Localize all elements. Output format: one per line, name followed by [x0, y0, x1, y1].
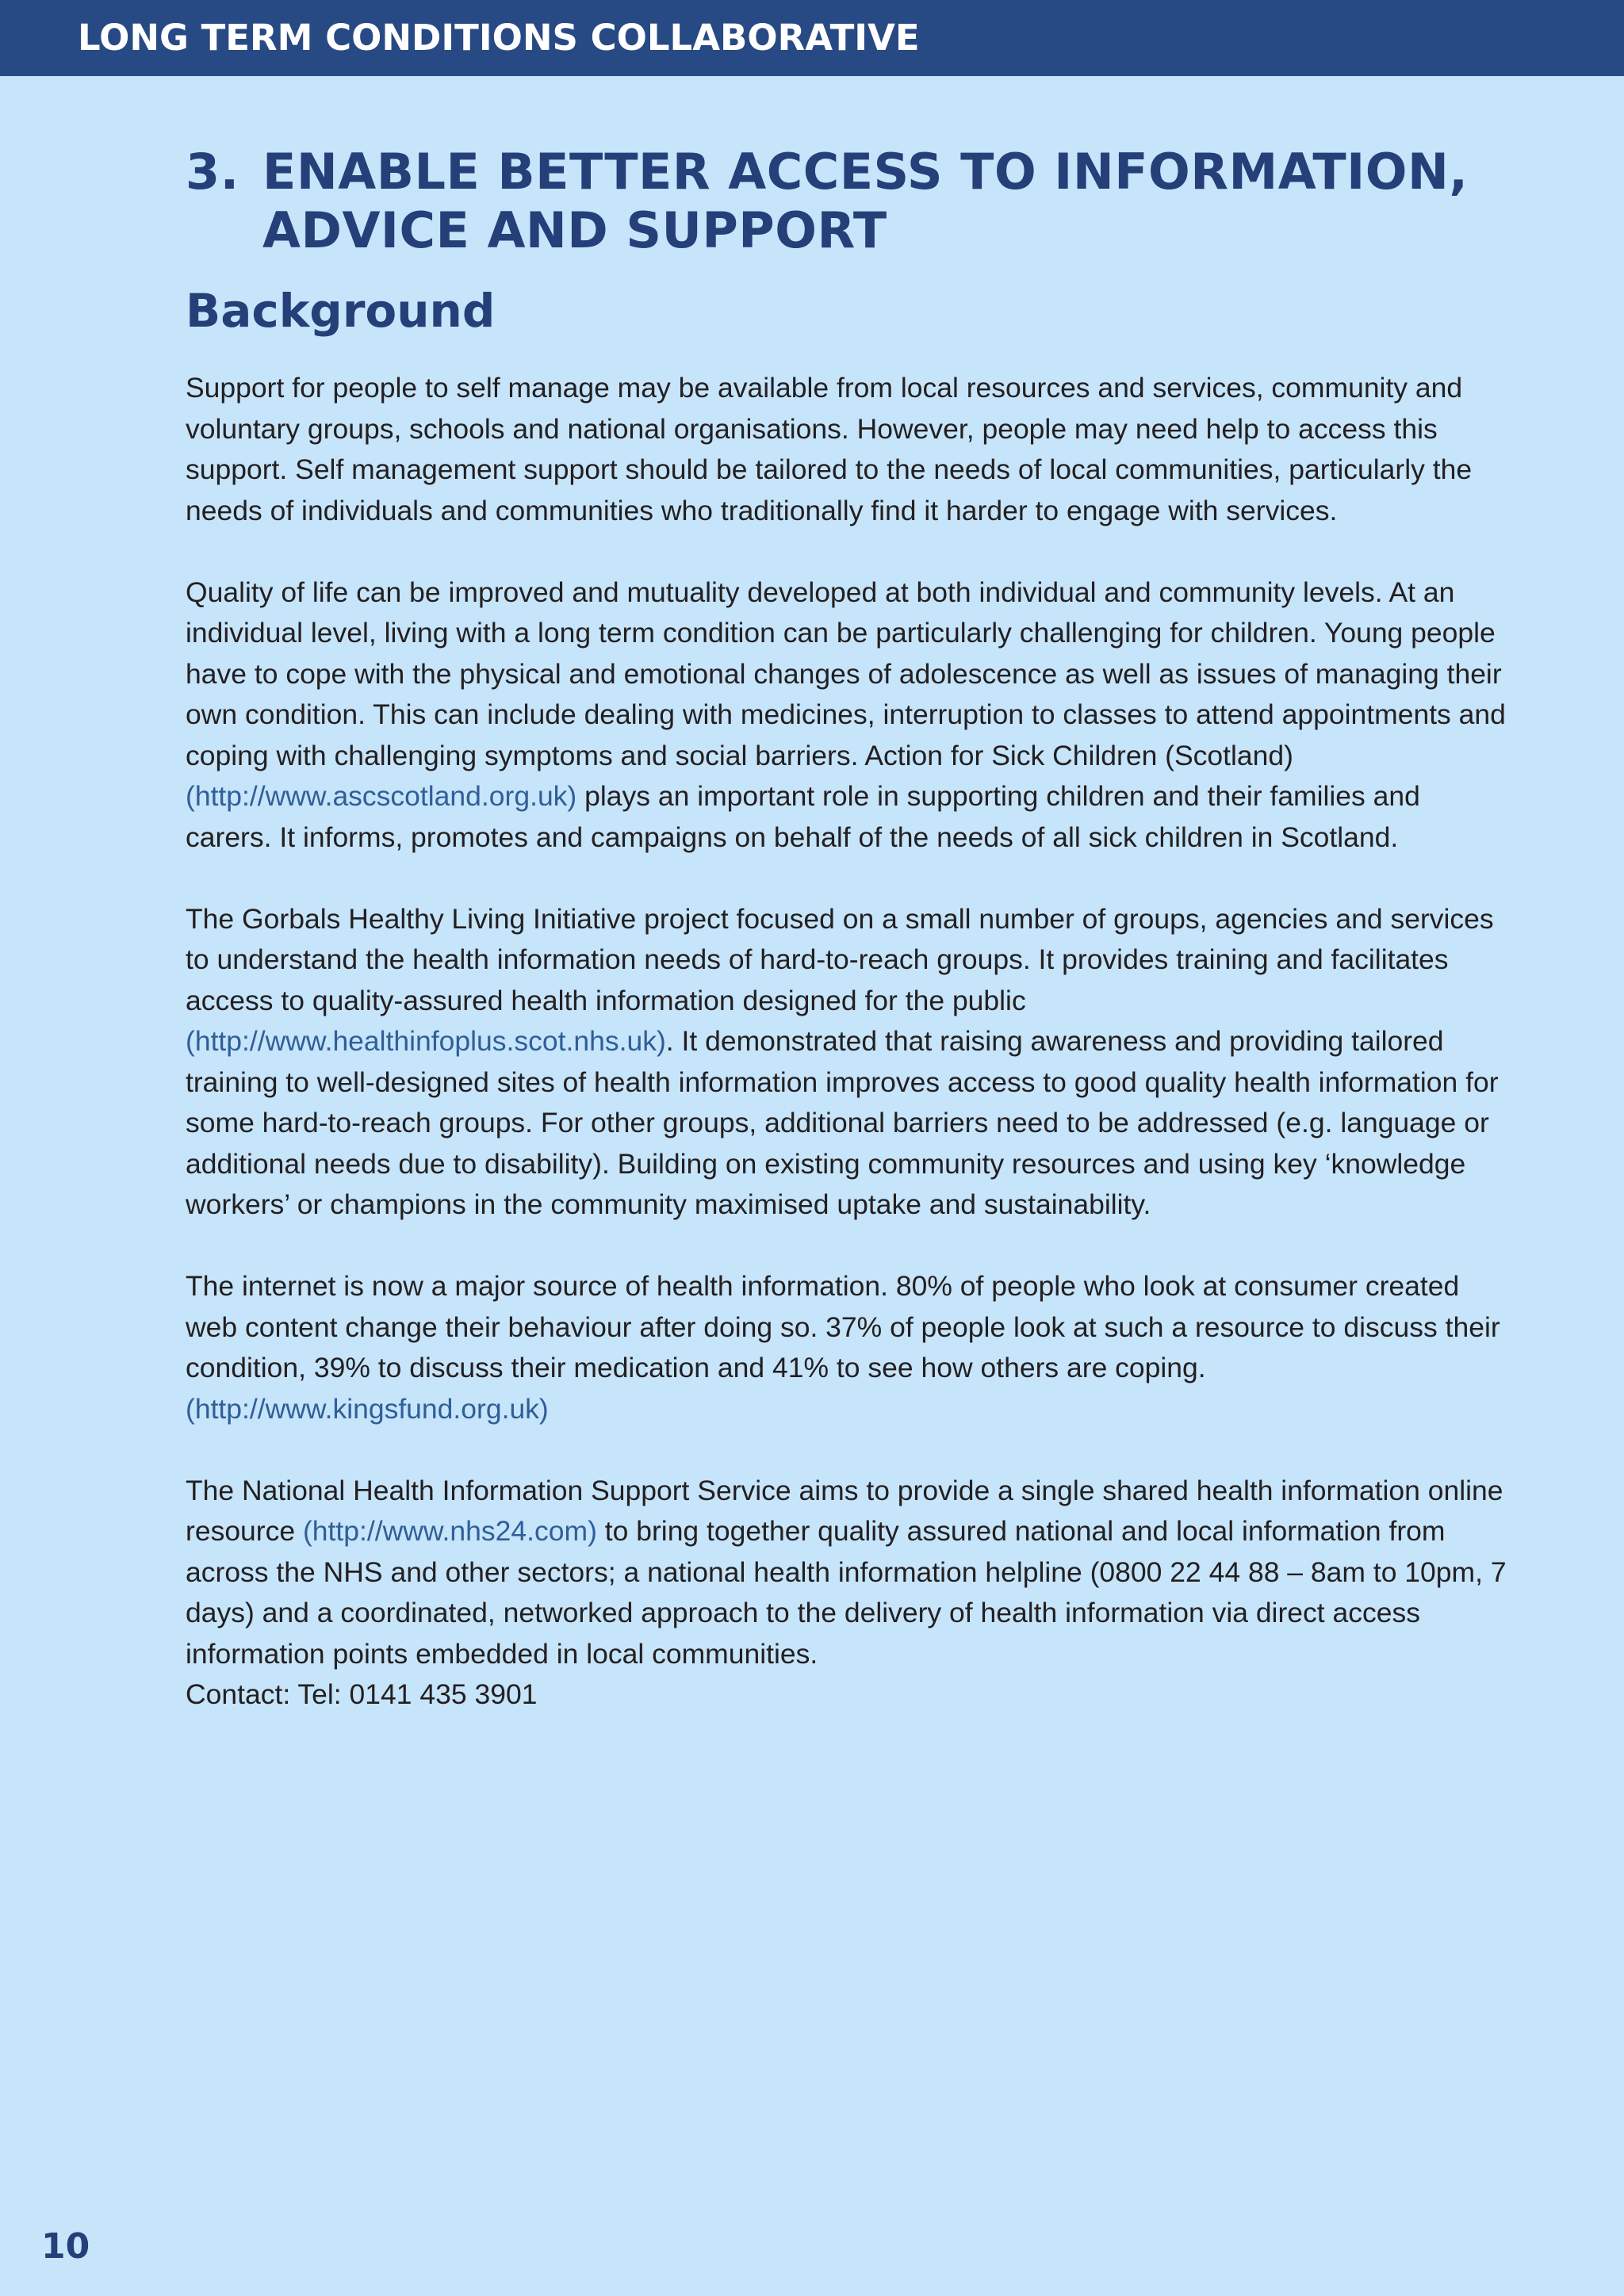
contact-line: Contact: Tel: 0141 435 3901	[186, 1678, 538, 1710]
paragraph-quality-of-life	[186, 572, 1510, 859]
section-heading	[186, 143, 1510, 260]
page-content	[186, 143, 1510, 1716]
healthinfoplus-link[interactable]: (http://www.healthinfoplus.scot.nhs.uk)	[186, 1025, 666, 1057]
paragraph-text: plays an important role in supporting children and their families and carers. It informs, promotes and campaigns on behalf of the needs of all sick children in Scotland.	[186, 780, 1420, 853]
nhs24-link[interactable]: (http://www.nhs24.com)	[302, 1515, 597, 1547]
ascscotland-link[interactable]: (http://www.ascscotland.org.uk)	[186, 780, 577, 812]
header-title: LONG TERM CONDITIONS COLLABORATIVE	[78, 17, 920, 59]
paragraph-internet-health-information	[186, 1266, 1510, 1429]
page-number: 10	[41, 2226, 90, 2267]
paragraph-text: to bring together quality assured national and local information from across the NHS and other sectors; a national health information helpline (0800 22 44 88 – 8am to 10pm, 7 days) and a coordinated, networked approach to the delivery of health information via direct access information points embedded in local communities.	[186, 1515, 1507, 1670]
paragraph-text: The Gorbals Healthy Living Initiative project focused on a small number of groups, agencies and services to understand the health information needs of hard-to-reach groups. It provides training and facilitates access to quality-assured health information designed for the public	[186, 902, 1494, 1016]
paragraph-self-management-support: Support for people to self manage may be available from local resources and services, community and voluntary groups, schools and national organisations. However, people may need help to access this support. Self management support should be tailored to the needs of local communities, particularly the needs of individuals and communities who traditionally find it harder to engage with services.	[186, 372, 1473, 526]
section-title-line-1: ENABLE BETTER ACCESS TO INFORMATION,	[262, 143, 1469, 201]
paragraph-national-health-information-service	[186, 1471, 1510, 1675]
section-number: 3.	[186, 143, 239, 201]
background-subheading: Background	[186, 284, 496, 338]
paragraph-gorbals-initiative	[186, 899, 1510, 1226]
section-title-line-2: ADVICE AND SUPPORT	[262, 201, 887, 259]
paragraph-text: The internet is now a major source of health information. 80% of people who look at consumer created web content change their behaviour after doing so. 37% of people look at such a resource to discuss their condition, 39% to discuss their medication and 41% to see how others are coping.	[186, 1270, 1500, 1383]
paragraph-text: Quality of life can be improved and mutuality developed at both individual and community levels. At an individual level, living with a long term condition can be particularly challenging for children. Young people have to cope with the physical and emotional changes of adolescence as well as issues of managing their own condition. This can include dealing with medicines, interruption to classes to attend appointments and coping with challenging symptoms and social barriers. Action for Sick Children (Scotland)	[186, 576, 1506, 771]
header-band	[0, 0, 1624, 76]
kingsfund-link[interactable]: (http://www.kingsfund.org.uk)	[186, 1392, 549, 1425]
paragraph-text: The National Health Information Support Service aims to provide a single shared health information online resource	[186, 1474, 1503, 1547]
paragraph-text: . It demonstrated that raising awareness and providing tailored training to well-designed sites of health information improves access to good quality health information for some hard-to-reach groups. For other groups, additional barriers need to be addressed (e.g. language or additional needs due to disability). Building on existing community resources and using key ‘knowledge workers’ or champions in the community maximised uptake and sustainability.	[186, 1025, 1499, 1220]
